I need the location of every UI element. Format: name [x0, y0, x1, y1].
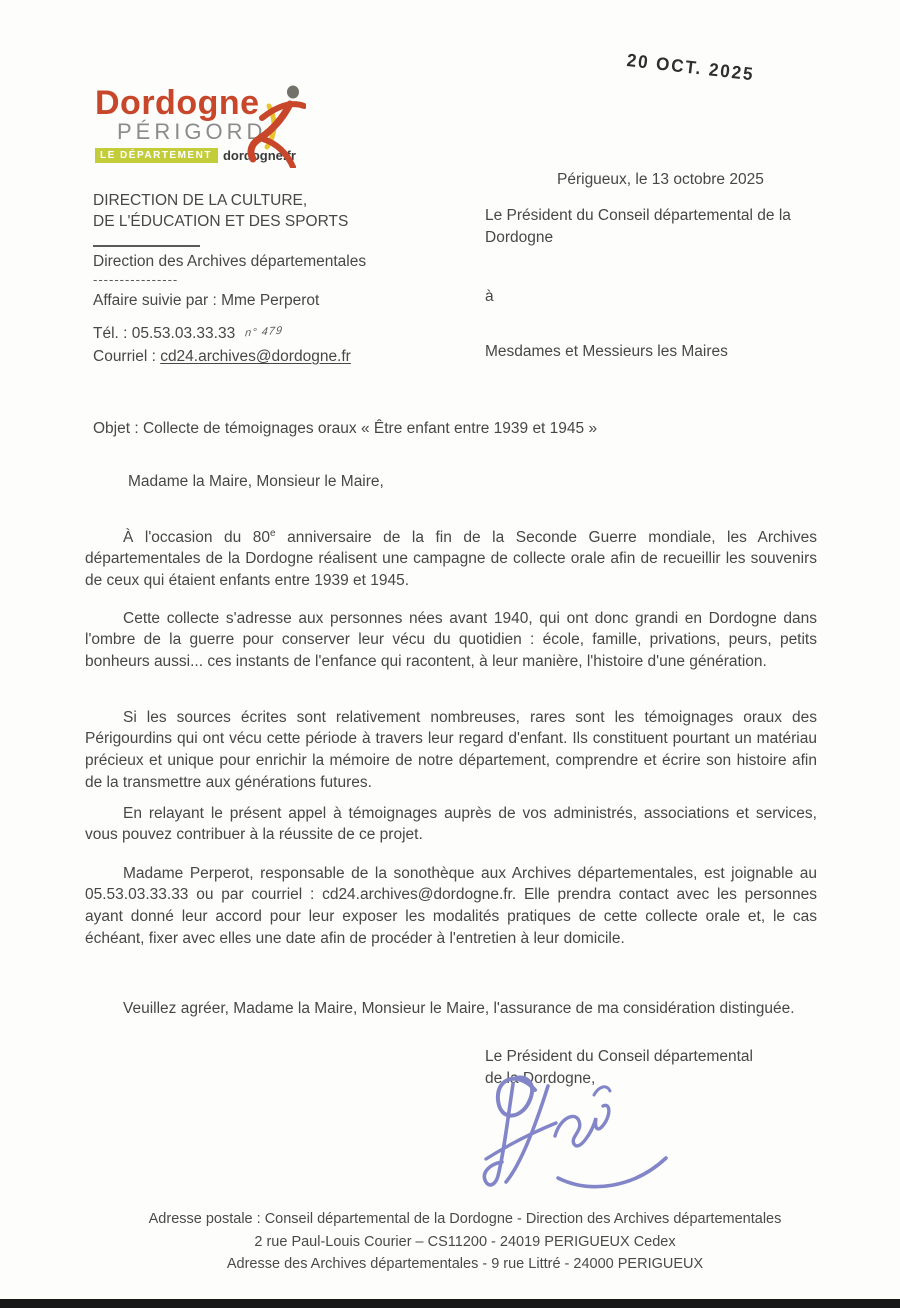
paragraph-1 — [85, 527, 817, 592]
signature-title-line1: Le Président du Conseil départemental — [485, 1048, 753, 1065]
footer-archives-address: Adresse des Archives départementales - 9 rue Littré - 24000 PERIGUEUX — [226, 1256, 704, 1272]
logo-departement-badge: LE DÉPARTEMENT — [95, 148, 218, 163]
dashed-separator: ---------------- — [93, 272, 179, 287]
paragraph-3: Si les sources écrites sont relativement nombreuses, rares sont les témoignages oraux des Périgourdins qui ont vécu cette période à travers leur regard d'enfant. Ils constituent pourtant un matériau précieux et unique pour enrichir la mémoire de notre département, comprendre et écrire son histoire afin de la transmettre aux générations futures. — [85, 708, 817, 791]
logo-title: Dordogne — [95, 84, 260, 122]
phone-line — [93, 323, 473, 346]
email-address: cd24.archives@dordogne.fr — [160, 348, 351, 365]
logo-subtitle: PÉRIGORD — [117, 119, 267, 144]
paragraph-5: Madame Perperot, responsable de la sonothèque aux Archives départementales, est joignable au 05.53.03.33.33 ou par courriel : cd24.archives@dordogne.fr. Elle prendra contact avec les personnes ayant donné leur accord pour leur exposer les modalités pratiques de cette collecte orale et, le cas échéant, fixer avec elles une date afin de procéder à l'entretien à leur domicile. — [85, 864, 817, 947]
signature-title-line2: de la Dordogne, — [485, 1070, 596, 1087]
contact-person: Affaire suivie par : Mme Perperot — [93, 292, 320, 309]
paragraph-4: En relayant le présent appel à témoignages auprès de vos administrés, associations et services, vous pouvez contribuer à la réussite de ce projet. — [85, 804, 817, 844]
to-word: à — [485, 288, 494, 305]
sender-department-block — [93, 190, 473, 367]
service-name: Direction des Archives départementales — [93, 253, 367, 270]
scan-edge-bar — [0, 1299, 900, 1308]
paragraph-1-rest: anniversaire de la fin de la Seconde Guerre mondiale, les Archives départementales de la Dordogne réalisent une campagne de collecte orale afin de recueillir les souvenirs de ceux qui étaient enfants entre 1939 et 1945. — [85, 528, 817, 590]
subject-line: Objet : Collecte de témoignages oraux « Être enfant entre 1939 et 1945 » — [93, 420, 598, 437]
place-and-date: Périgueux, le 13 octobre 2025 — [557, 171, 764, 188]
footer-address-block — [70, 1208, 860, 1276]
closing-formula: Veuillez agréer, Madame la Maire, Monsieur le Maire, l'assurance de ma considération distinguée. — [123, 999, 795, 1017]
solid-separator — [93, 245, 200, 247]
salutation: Madame la Maire, Monsieur le Maire, — [128, 473, 384, 490]
paragraph-1-start: À l'occasion du 80 — [123, 528, 271, 546]
recipients: Mesdames et Messieurs les Maires — [485, 343, 728, 360]
handwritten-signature — [458, 1062, 708, 1207]
handwritten-phone-note: n° 479 — [244, 324, 284, 340]
email-line — [93, 346, 473, 367]
logo-dancer-figure-icon — [240, 82, 306, 168]
date-received-stamp: 20 OCT. 2025 — [625, 50, 756, 85]
ordinal-superscript: e — [270, 527, 276, 539]
paragraph-2: Cette collecte s'adresse aux personnes nées avant 1940, qui ont donc grandi en Dordogne dans l'ombre de la guerre pour conserver leur vécu du quotidien : école, famille, privations, peurs, petits bonheurs aussi... ces instants de l'enfance qui racontent, à leur manière, l'histoire d'une génération. — [85, 609, 817, 671]
phone-number: Tél. : 05.53.03.33.33 — [93, 325, 236, 342]
department-line1: DIRECTION DE LA CULTURE, — [93, 192, 308, 209]
footer-postal-address: Adresse postale : Conseil départemental de la Dordogne - Direction des Archives départementales — [148, 1211, 782, 1227]
sender-title: Le Président du Conseil départemental de la Dordogne — [485, 207, 791, 246]
logo-website: dordogne.fr — [222, 148, 296, 163]
email-label: Courriel : — [93, 348, 161, 365]
footer-street-address: 2 rue Paul-Louis Courier – CS11200 - 24019 PERIGUEUX Cedex — [254, 1233, 676, 1250]
department-line2: DE L'ÉDUCATION ET DES SPORTS — [93, 213, 349, 230]
